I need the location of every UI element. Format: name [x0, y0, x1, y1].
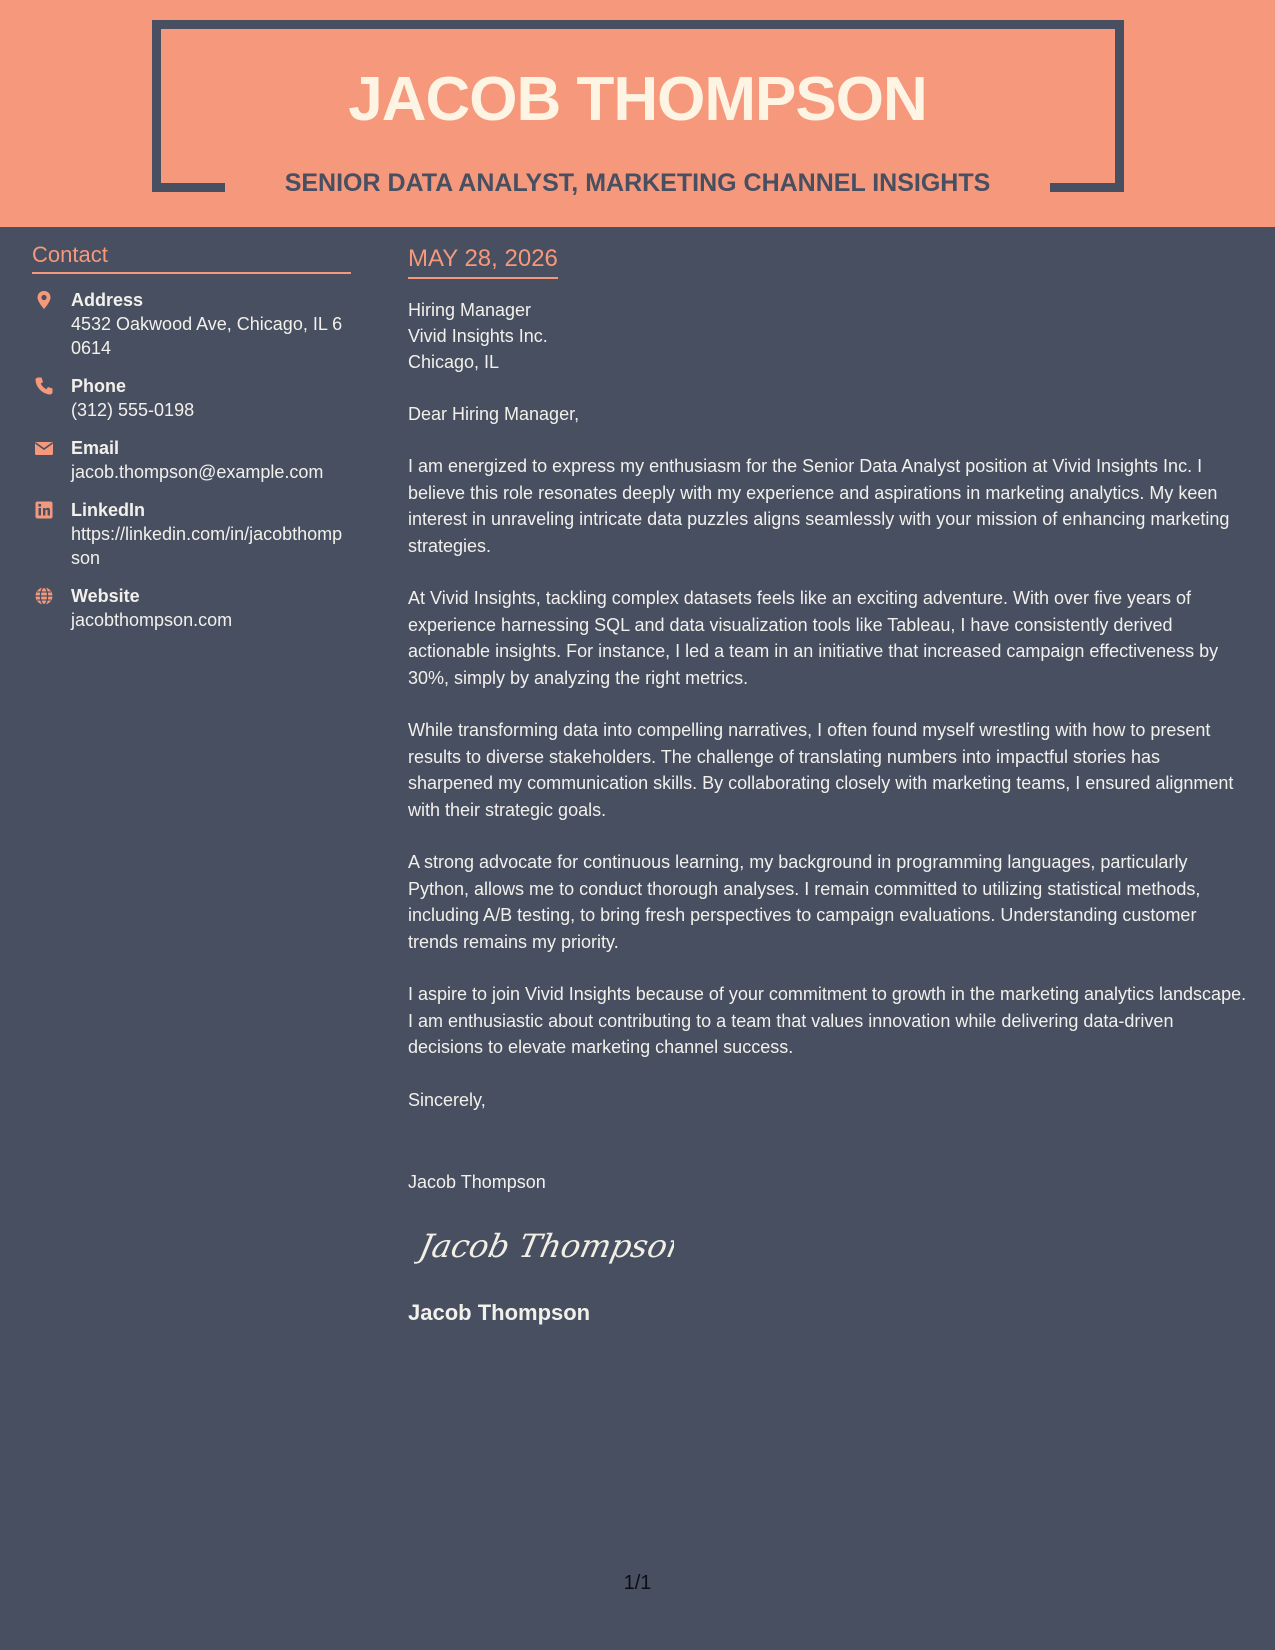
body-paragraph: A strong advocate for continuous learning, my background in programming languages, particularly Python, allows me to conduct thorough analyses. I remain committed to utilizing statistical methods, including A/B testing, to bring fresh perspectives to campaign evaluations. Understanding customer trends remains my priority. — [408, 852, 1201, 952]
contact-sidebar — [32, 240, 351, 632]
contact-label: Phone — [71, 376, 127, 396]
header-banner — [0, 0, 1275, 227]
contact-label: LinkedIn — [71, 500, 146, 520]
body-paragraph: I am energized to express my enthusiasm for the Senior Data Analyst position at Vivid Insights Inc. I believe this role resonates deeply with my experience and aspirations in marketing analytics. My keen interest in unraveling intricate data puzzles aligns seamlessly with your mission of enhancing marketing strategies. — [408, 456, 1230, 556]
contact-heading: Contact — [32, 240, 351, 274]
body-paragraph: At Vivid Insights, tackling complex datasets feels like an exciting adventure. With over five years of experience harnessing SQL and data visualization tools like Tableau, I have consistently derived actionable insights. For instance, I led a team in an initiative that increased campaign effectiveness by 30%, simply by analyzing the right metrics. — [408, 588, 1219, 688]
contact-label: Email — [71, 438, 120, 458]
contact-value: (312) 555-0198 — [71, 400, 195, 420]
signer-name: Jacob Thompson — [408, 1171, 546, 1192]
globe-icon — [34, 586, 54, 606]
job-title: SENIOR DATA ANALYST, MARKETING CHANNEL INSIGHTS — [284, 169, 991, 197]
applicant-name: JACOB THOMPSON — [348, 65, 927, 134]
contact-address — [32, 288, 351, 360]
envelope-icon — [34, 438, 54, 458]
contact-value: jacob.thompson@example.com — [71, 462, 324, 482]
contact-value: 4532 Oakwood Ave, Chicago, IL 60614 — [71, 314, 343, 358]
contact-email — [32, 436, 351, 484]
contact-linkedin — [32, 498, 351, 570]
body-paragraph: While transforming data into compelling narratives, I often found myself wrestling with how to present results to diverse stakeholders. The challenge of translating numbers into impactful stories has sharpened my communication skills. By collaborating closely with marketing teams, I ensured alignment with their strategic goals. — [408, 720, 1234, 820]
contact-value: https://linkedin.com/in/jacobthompson — [71, 524, 343, 568]
contact-website — [32, 584, 351, 632]
page-number: 1/1 — [623, 1572, 652, 1594]
handwritten-signature — [414, 1217, 674, 1273]
frame-border-top — [152, 20, 1124, 29]
letter-body — [408, 244, 1250, 1328]
phone-icon — [34, 376, 54, 396]
recipient-line: Hiring Manager — [408, 300, 532, 320]
letter-date: MAY 28, 2026 — [408, 244, 558, 279]
final-signer-name: Jacob Thompson — [408, 1299, 591, 1325]
recipient-block — [408, 297, 1250, 375]
salutation: Dear Hiring Manager, — [408, 404, 580, 424]
contact-value: jacobthompson.com — [71, 610, 233, 630]
body-paragraph: I aspire to join Vivid Insights because of your commitment to growth in the marketing analytics landscape. I am enthusiastic about contributing to a team that values innovation while delivering data-driven decisions to elevate marketing channel success. — [408, 984, 1247, 1057]
contact-phone — [32, 374, 351, 422]
closing: Sincerely, — [408, 1089, 486, 1110]
contact-label: Address — [71, 290, 144, 310]
contact-label: Website — [71, 586, 140, 606]
signature-text: Jacob Thompson — [415, 1226, 674, 1265]
map-pin-icon — [34, 290, 54, 310]
recipient-line: Chicago, IL — [408, 352, 500, 372]
recipient-line: Vivid Insights Inc. — [408, 326, 548, 346]
linkedin-icon — [34, 500, 54, 520]
